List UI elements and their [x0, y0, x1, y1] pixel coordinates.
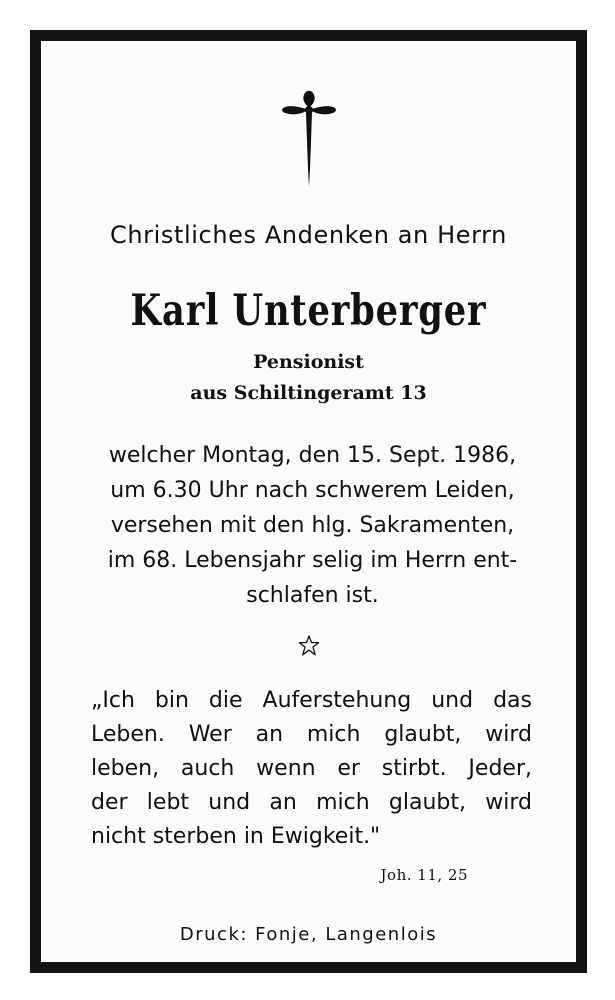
cross-icon [279, 89, 339, 189]
quote-line: „Ich bin die Auferstehung und das [91, 688, 532, 713]
intro-line: Christliches Andenken an Herrn [109, 221, 507, 249]
bible-quote [91, 684, 532, 854]
notice-line: im 68. Lebensjahr selig im Herrn ent- [107, 548, 518, 573]
quote-line: nicht sterben in Ewigkeit." [91, 824, 381, 849]
notice-line: welcher Montag, den 15. Sept. 1986, [108, 443, 517, 468]
notice-line: um 6.30 Uhr nach schwerem Leiden, [110, 478, 515, 503]
quote-line: der lebt und an mich glaubt, wird [91, 790, 532, 815]
notice-line: versehen mit den hlg. Sakramenten, [110, 513, 515, 538]
quote-source: Joh. 11, 25 [380, 866, 468, 884]
printer-credit: Druck: Fonje, Langenlois [179, 924, 438, 945]
memorial-card [30, 30, 587, 973]
quote-line: leben, auch wenn er stirbt. Jeder, [91, 756, 532, 781]
residence: aus Schiltingeramt 13 [190, 382, 427, 404]
notice-line: schlafen ist. [246, 583, 379, 608]
occupation: Pensionist [253, 351, 364, 373]
quote-line: Leben. Wer an mich glaubt, wird [91, 722, 532, 747]
death-notice-text [91, 438, 534, 613]
star-icon [298, 635, 320, 657]
deceased-name: Karl Unterberger [130, 286, 487, 336]
